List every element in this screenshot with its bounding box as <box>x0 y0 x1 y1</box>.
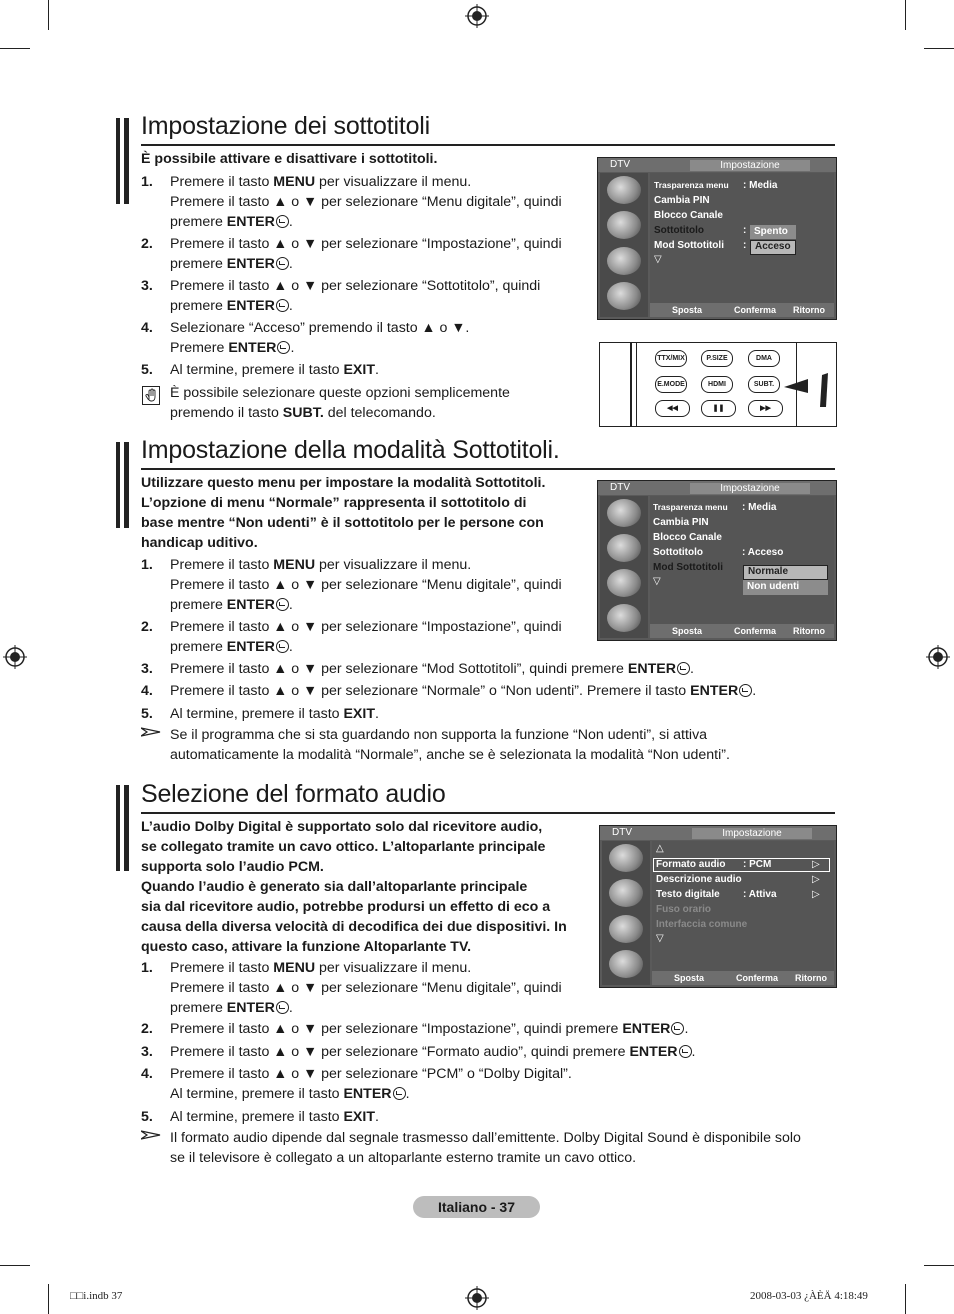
menu-row-disabled: Interfaccia comune <box>656 919 748 930</box>
setup-menu-icon <box>609 915 643 943</box>
print-file-info: □□i.indb 37 <box>70 1290 123 1302</box>
section-title: Impostazione della modalità Sottotitoli. <box>141 436 560 464</box>
section-intro: Utilizzare questo menu per impostare la modalità Sottotitoli. L’opzione di menu “Normale” rappresenta il sottotitolo di base mentre “Non udenti” è il sottotitolo per le persone con handicap uditivo. <box>141 475 546 551</box>
footer-confirm: Conferma <box>734 626 777 636</box>
scroll-up-icon: △ <box>656 843 664 854</box>
menu-row: Blocco Canale <box>654 210 723 221</box>
crop-mark <box>924 48 954 49</box>
section-intro <box>141 149 437 169</box>
section-bar <box>116 118 129 204</box>
step-number: 4. <box>141 320 153 336</box>
step-text: Al termine, premere il tasto EXIT. <box>170 362 379 378</box>
menu-header: Impostazione <box>690 160 810 171</box>
enter-icon <box>679 1045 692 1058</box>
section-bar <box>116 785 129 871</box>
menu-row: Testo digitale <box>656 889 720 900</box>
tv-menu-screen <box>597 480 837 641</box>
scroll-down-icon: ▽ <box>654 254 662 265</box>
pointer-arrow-icon <box>784 373 832 409</box>
menu-row-value: : <box>743 240 747 251</box>
option-item-selected: Acceso <box>750 240 796 255</box>
picture-menu-icon <box>607 176 641 204</box>
registration-mark-icon <box>465 4 489 28</box>
menu-row-value: : Attiva <box>743 889 777 900</box>
footer-confirm: Conferma <box>734 305 777 315</box>
rewind-button: ◀◀ <box>655 400 690 417</box>
menu-header: Impostazione <box>692 828 812 839</box>
section-title: Impostazione dei sottotitoli <box>141 112 431 140</box>
menu-row: Cambia PIN <box>654 195 710 206</box>
menu-row: Blocco Canale <box>653 532 722 543</box>
fast-forward-button: ▶▶ <box>748 400 783 417</box>
step-number: 2. <box>141 236 153 252</box>
note-arrow-icon <box>141 1130 161 1140</box>
chevron-right-icon: ▷ <box>812 859 820 870</box>
menu-row: Mod Sottotitoli <box>653 562 723 573</box>
menu-row-value: : Media <box>742 502 777 513</box>
step-number: 4. <box>141 683 153 699</box>
crop-mark <box>48 1284 49 1314</box>
note-icon <box>142 386 160 405</box>
step-number: 5. <box>141 706 153 722</box>
option-item-selected: Normale <box>743 565 828 580</box>
enter-icon <box>276 598 289 611</box>
note-text: È possibile selezionare queste opzioni semplicemente premendo il tasto SUBT. del telecomando. <box>170 385 510 421</box>
crop-mark <box>48 0 49 30</box>
enter-icon <box>739 684 752 697</box>
crop-mark <box>924 1265 954 1266</box>
enter-icon <box>393 1087 406 1100</box>
step-number: 1. <box>141 174 153 190</box>
step-number: 1. <box>141 557 153 573</box>
registration-mark-icon <box>3 645 27 669</box>
menu-row: Mod Sottotitoli <box>654 240 724 251</box>
step-text: Selezionare “Acceso” premendo il tasto ▲ o ▼. Premere ENTER . <box>170 320 470 356</box>
step-number: 2. <box>141 1021 153 1037</box>
scroll-down-icon: ▽ <box>656 933 664 944</box>
dtv-label: DTV <box>610 482 630 493</box>
step-text: Premere il tasto ▲ o ▼ per selezionare “Impostazione”, quindi premere ENTER . <box>170 1021 689 1037</box>
emode-button: E.MODE <box>655 376 687 393</box>
enter-icon <box>671 1022 684 1035</box>
menu-sidebar <box>600 173 648 317</box>
section-rule <box>141 812 835 814</box>
menu-header: Impostazione <box>690 483 810 494</box>
subt-button: SUBT. <box>748 376 780 393</box>
step-text: Premere il tasto MENU per visualizzare il menu. Premere il tasto ▲ o ▼ per selezionare “Menu digitale”, quindi premere ENTER . <box>170 960 562 1016</box>
menu-row: Cambia PIN <box>653 517 709 528</box>
crop-mark <box>905 1284 906 1314</box>
dtv-label: DTV <box>610 159 630 170</box>
footer-return: Ritorno <box>793 305 825 315</box>
crop-mark <box>0 1265 30 1266</box>
enter-icon <box>677 662 690 675</box>
input-menu-icon <box>609 950 643 978</box>
section-rule <box>141 144 835 146</box>
print-timestamp: 2008-03-03 ¿ÀÈÄ 4:18:49 <box>750 1290 868 1302</box>
menu-footer <box>650 624 834 638</box>
pause-button: ❚❚ <box>701 400 736 417</box>
registration-mark-icon <box>465 1286 489 1310</box>
enter-icon <box>276 299 289 312</box>
enter-icon <box>276 640 289 653</box>
menu-row-value: : <box>743 225 747 236</box>
enter-icon <box>276 1001 289 1014</box>
menu-row: Trasparenza menu <box>654 180 729 190</box>
menu-footer <box>650 303 834 317</box>
note-text: Se il programma che si sta guardando non supporta la funzione “Non udenti”, si attiva automaticamente la modalità “Normale”, anche se è selezionata la modalità “Non udenti”. <box>170 727 730 763</box>
step-number: 4. <box>141 1066 153 1082</box>
input-menu-icon <box>607 604 641 632</box>
dtv-label: DTV <box>612 827 632 838</box>
footer-move: Sposta <box>672 305 703 315</box>
psize-button: P.SIZE <box>701 350 733 367</box>
footer-move: Sposta <box>674 973 705 983</box>
section-title: Selezione del formato audio <box>141 780 446 808</box>
footer-return: Ritorno <box>795 973 827 983</box>
registration-mark-icon <box>926 645 950 669</box>
enter-icon <box>277 341 290 354</box>
setup-menu-icon <box>607 247 641 275</box>
menu-row-disabled: Fuso orario <box>656 904 712 915</box>
footer-confirm: Conferma <box>736 973 779 983</box>
picture-menu-icon <box>609 844 643 872</box>
section-intro: L’audio Dolby Digital è supportato solo dal ricevitore audio, se collegato tramite un cavo ottico. L’altoparlante principale supporta solo l’audio PCM. Quando l’audio è generato sia dall’altoparlante principale sia dal ricevitore audio, potrebbe prodursi un effetto di eco a causa della diversa velocità di decodifica dei due dispositivi. In questo caso, attivare la funzione Altoparlante TV. <box>141 819 567 955</box>
page-number-badge: Italiano - 37 <box>413 1196 540 1218</box>
menu-row: Sottotitolo <box>653 547 703 558</box>
step-number: 2. <box>141 619 153 635</box>
enter-icon <box>276 257 289 270</box>
step-text: Premere il tasto ▲ o ▼ per selezionare “Impostazione”, quindi premere ENTER . <box>170 619 562 655</box>
menu-sidebar <box>602 841 650 985</box>
step-text: Premere il tasto MENU per visualizzare il menu. Premere il tasto ▲ o ▼ per selezionare “Menu digitale”, quindi premere ENTER . <box>170 557 562 613</box>
step-text: Premere il tasto ▲ o ▼ per selezionare “Impostazione”, quindi premere ENTER . <box>170 236 562 272</box>
footer-return: Ritorno <box>793 626 825 636</box>
section-rule <box>141 468 835 470</box>
step-text: Premere il tasto ▲ o ▼ per selezionare “Formato audio”, quindi premere ENTER . <box>170 1044 696 1060</box>
crop-mark <box>0 48 30 49</box>
menu-row: Descrizione audio <box>656 874 742 885</box>
chevron-right-icon: ▷ <box>812 874 820 885</box>
enter-icon <box>276 215 289 228</box>
menu-footer <box>652 971 834 985</box>
step-text: Al termine, premere il tasto EXIT. <box>170 1109 379 1125</box>
step-number: 3. <box>141 1044 153 1060</box>
step-text: Premere il tasto ▲ o ▼ per selezionare “Normale” o “Non udenti”. Premere il tasto ENTER . <box>170 683 757 699</box>
step-number: 3. <box>141 661 153 677</box>
chevron-right-icon: ▷ <box>812 889 820 900</box>
option-item: Non udenti <box>743 580 828 595</box>
note-text: Il formato audio dipende dal segnale trasmesso dall’emittente. Dolby Digital Sound è disponibile solo se il televisore è collegato a un altoparlante esterno tramite un cavo ottico. <box>170 1130 801 1166</box>
option-item: Spento <box>750 225 796 239</box>
dma-button: DMA <box>748 350 780 367</box>
sound-menu-icon <box>607 211 641 239</box>
remote-control-image <box>599 342 837 427</box>
scroll-down-icon: ▽ <box>653 576 661 587</box>
hdmi-button: HDMI <box>701 376 733 393</box>
menu-sidebar <box>600 496 648 638</box>
tv-menu-screen <box>597 157 837 320</box>
sound-menu-icon <box>609 879 643 907</box>
note-arrow-icon <box>141 727 161 737</box>
step-text: Al termine, premere il tasto EXIT. <box>170 706 379 722</box>
ttx-mix-button: TTX/MIX <box>655 350 687 367</box>
sound-menu-icon <box>607 534 641 562</box>
section-bar <box>116 442 129 528</box>
step-text: Premere il tasto ▲ o ▼ per selezionare “Mod Sottotitoli”, quindi premere ENTER . <box>170 661 694 677</box>
crop-mark <box>905 0 906 30</box>
footer-move: Sposta <box>672 626 703 636</box>
step-text: Premere il tasto ▲ o ▼ per selezionare “Sottotitolo”, quindi premere ENTER . <box>170 278 541 314</box>
menu-row: Trasparenza menu <box>653 502 728 512</box>
menu-row: Formato audio <box>656 859 726 870</box>
menu-row: Sottotitolo <box>654 225 704 236</box>
picture-menu-icon <box>607 499 641 527</box>
setup-menu-icon <box>607 569 641 597</box>
step-number: 5. <box>141 362 153 378</box>
menu-row-value: : PCM <box>743 859 772 870</box>
step-number: 1. <box>141 960 153 976</box>
step-number: 5. <box>141 1109 153 1125</box>
step-text: Premere il tasto ▲ o ▼ per selezionare “PCM” o “Dolby Digital”. Al termine, premere il tasto ENTER . <box>170 1066 572 1102</box>
tv-menu-screen <box>599 825 837 988</box>
menu-row-value: : Media <box>743 180 778 191</box>
step-text: Premere il tasto MENU per visualizzare il menu. Premere il tasto ▲ o ▼ per selezionare “Menu digitale”, quindi premere ENTER . <box>170 174 562 230</box>
intro-line: È possibile attivare e disattivare i sottotitoli. <box>141 151 438 167</box>
menu-row-value: : Acceso <box>742 547 784 558</box>
step-number: 3. <box>141 278 153 294</box>
input-menu-icon <box>607 282 641 310</box>
